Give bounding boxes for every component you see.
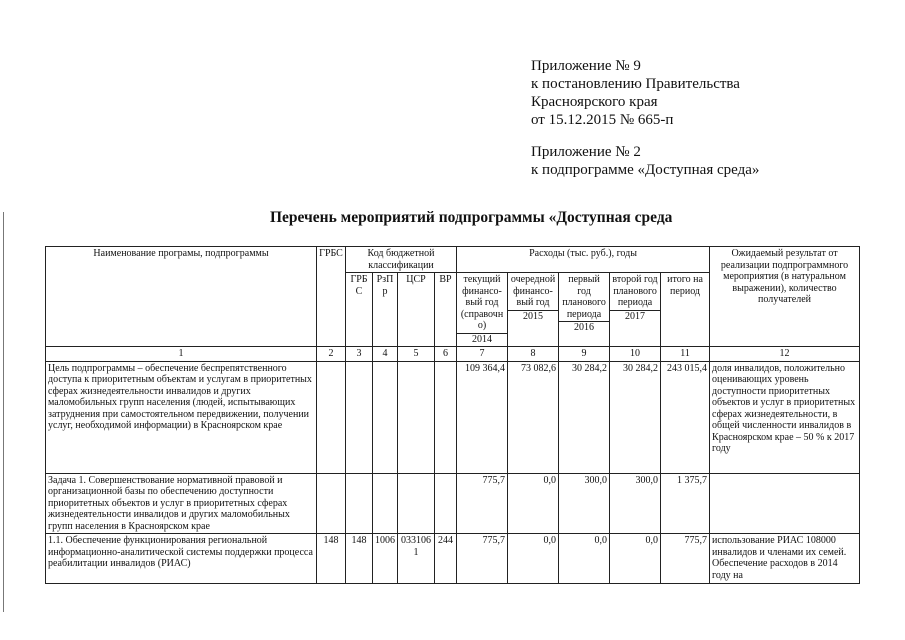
appendix-2-line-2: к подпрограмме «Доступная среда»	[531, 162, 760, 178]
row-2017: 300,0	[610, 473, 661, 534]
row-csr	[398, 361, 435, 473]
column-number: 3	[346, 347, 373, 362]
column-number: 5	[398, 347, 435, 362]
activities-table	[45, 246, 860, 584]
appendix-2-line-1: Приложение № 2	[531, 144, 641, 160]
row-name: Задача 1. Совершенствование нормативной правовой и организационной базы по обеспечению доступности приоритетных объектов и услуг в приоритетных сферах жизнедеятельности инвалидов и других маломобильных групп населения в Красноярском крае	[46, 473, 317, 534]
appendix-9-block	[531, 57, 740, 129]
row-rzpr	[373, 361, 398, 473]
header-expenses: Расходы (тыс. руб.), годы	[457, 247, 710, 273]
row-vr: 244	[435, 534, 457, 584]
column-number: 2	[317, 347, 346, 362]
appendix-9-line-3: Красноярского края	[531, 94, 658, 110]
table-row-task-1	[46, 473, 860, 534]
document-title: Перечень мероприятий подпрограммы «Доступная среда	[270, 209, 673, 226]
subheader-total: итого на период	[661, 273, 710, 347]
row-total: 1 375,7	[661, 473, 710, 534]
column-number: 10	[610, 347, 661, 362]
row-result: использование РИАС 108000 инвалидов и членами их семей. Обеспечение расходов в 2014 году на	[710, 534, 860, 584]
subheader-year-1-value: 2014	[457, 333, 507, 346]
column-number: 9	[559, 347, 610, 362]
row-total: 775,7	[661, 534, 710, 584]
subheader-year-3-label: первый год планового периода	[562, 274, 606, 320]
table-row-activity-1-1	[46, 534, 860, 584]
row-vr	[435, 473, 457, 534]
row-result	[710, 473, 860, 534]
subheader-year-3	[559, 273, 610, 347]
row-2015: 0,0	[508, 473, 559, 534]
column-numbers-row	[46, 347, 860, 362]
row-name: Цель подпрограммы – обеспечение беспрепятственного доступа к приоритетным объектам и услугам в приоритетных сферах жизнедеятельности инвалидов и других маломобильных групп населения (людей, испытывающих затруднения при самостоятельном передвижении, получении услуг, необходимой информации) в Красноярском крае	[46, 361, 317, 473]
row-result: доля инвалидов, положительно оценивающих уровень доступности приоритетных объектов и услуг в приоритетных сферах жизнедеятельности, в общей численности инвалидов в Красноярском крае – 50 % к 2017 году	[710, 361, 860, 473]
row-2014: 775,7	[457, 534, 508, 584]
row-rzpr	[373, 473, 398, 534]
header-result: Ожидаемый результат от реализации подпрограммного мероприятия (в натуральном выражении), количество получателей	[710, 247, 860, 347]
row-rzpr: 1006	[373, 534, 398, 584]
row-name: 1.1. Обеспечение функционирования региональной информационно-аналитической системы поддержки процесса реабилитации инвалидов (РИАС)	[46, 534, 317, 584]
row-grbs: 148	[317, 534, 346, 584]
row-2016: 0,0	[559, 534, 610, 584]
subheader-year-4-label: второй год планового периода	[612, 274, 658, 308]
subheader-grbs: ГРБС	[346, 273, 373, 347]
column-number: 7	[457, 347, 508, 362]
appendix-9-line-4: от 15.12.2015 № 665-п	[531, 112, 674, 128]
header-name: Наименование програмы, подпрограммы	[46, 247, 317, 347]
subheader-year-4-value: 2017	[610, 310, 660, 323]
row-2014: 109 364,4	[457, 361, 508, 473]
row-csr	[398, 473, 435, 534]
column-number: 6	[435, 347, 457, 362]
subheader-rzpr: РзПр	[373, 273, 398, 347]
table-row-goal	[46, 361, 860, 473]
subheader-year-1-label: текущий финансо- вый год (справочно)	[460, 274, 504, 331]
subheader-year-2-label: очередной финансо- вый год	[510, 274, 556, 308]
row-2017: 0,0	[610, 534, 661, 584]
scan-edge-line	[3, 212, 4, 612]
subheader-year-1	[457, 273, 508, 347]
appendix-9-line-1: Приложение № 9	[531, 58, 641, 74]
row-2014: 775,7	[457, 473, 508, 534]
row-csr: 0331061	[398, 534, 435, 584]
row-vr	[435, 361, 457, 473]
column-number: 12	[710, 347, 860, 362]
row-grbs	[317, 361, 346, 473]
subheader-vr: ВР	[435, 273, 457, 347]
appendix-2-block	[531, 143, 759, 179]
subheader-year-2	[508, 273, 559, 347]
row-2016: 300,0	[559, 473, 610, 534]
row-grbs-code	[346, 361, 373, 473]
row-grbs	[317, 473, 346, 534]
row-2015: 0,0	[508, 534, 559, 584]
column-number: 4	[373, 347, 398, 362]
row-2017: 30 284,2	[610, 361, 661, 473]
subheader-year-2-value: 2015	[508, 310, 558, 323]
header-budget-code: Код бюджетной классификации	[346, 247, 457, 273]
appendix-9-line-2: к постановлению Правительства	[531, 76, 740, 92]
column-number: 1	[46, 347, 317, 362]
subheader-year-3-value: 2016	[559, 321, 609, 334]
row-grbs-code: 148	[346, 534, 373, 584]
header-grbs: ГРБС	[317, 247, 346, 347]
column-number: 8	[508, 347, 559, 362]
row-2015: 73 082,6	[508, 361, 559, 473]
subheader-year-4	[610, 273, 661, 347]
subheader-csr: ЦСР	[398, 273, 435, 347]
row-2016: 30 284,2	[559, 361, 610, 473]
row-total: 243 015,4	[661, 361, 710, 473]
row-grbs-code	[346, 473, 373, 534]
column-number: 11	[661, 347, 710, 362]
